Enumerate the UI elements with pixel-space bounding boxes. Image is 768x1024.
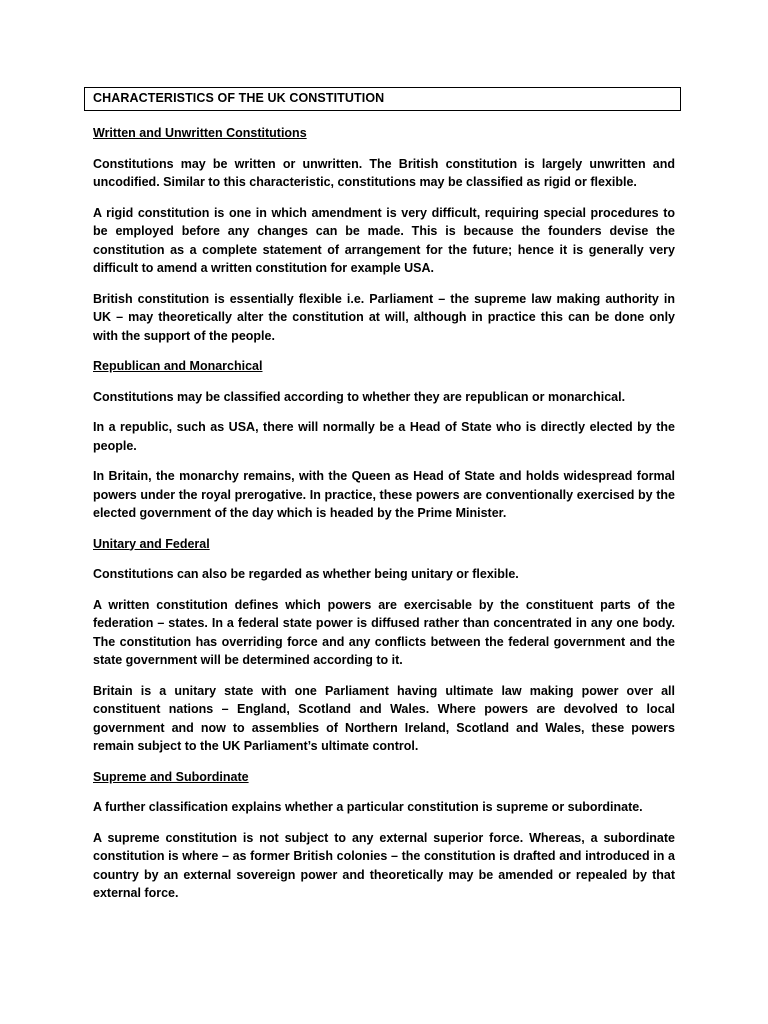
document-title: CHARACTERISTICS OF THE UK CONSTITUTION bbox=[84, 87, 681, 111]
paragraph: A further classification explains whether a particular constitution is supreme or subordinate. bbox=[93, 800, 643, 814]
paragraph: Constitutions may be written or unwritten. The British constitution is largely unwritten and uncodified. Similar to this characteristic, constitutions may be classified as rigid or flexible. bbox=[93, 156, 675, 189]
paragraph: In Britain, the monarchy remains, with the Queen as Head of State and holds widespread formal powers under the royal prerogative. In practice, these powers are conventionally exercised by the elected government of the day which is headed by the Prime Minister. bbox=[93, 469, 675, 520]
section-heading: Unitary and Federal bbox=[93, 536, 210, 551]
paragraph: Britain is a unitary state with one Parliament having ultimate law making power over all constituent nations – England, Scotland and Wales. Where powers are devolved to local government and now to assemblies of Northern Ireland, Scotland and Wales, these powers remain subject to the UK Parliament’s ultimate control. bbox=[93, 683, 675, 753]
paragraph: In a republic, such as USA, there will normally be a Head of State who is directly elected by the people. bbox=[93, 420, 675, 453]
paragraph: A supreme constitution is not subject to any external superior force. Whereas, a subordinate constitution is where – as former British colonies – the constitution is drafted and introduced in a country by an external sovereign power and theoretically may be amended or repealed by that external force. bbox=[93, 830, 675, 900]
paragraph: Constitutions may be classified according to whether they are republican or monarchical. bbox=[93, 389, 626, 404]
section-heading: Written and Unwritten Constitutions bbox=[93, 126, 307, 140]
paragraph: Constitutions can also be regarded as whether being unitary or flexible. bbox=[93, 567, 519, 581]
section-heading: Republican and Monarchical bbox=[93, 359, 263, 373]
section-supreme-subordinate bbox=[93, 768, 675, 903]
section-heading: Supreme and Subordinate bbox=[93, 769, 249, 784]
section-republican-monarchical bbox=[93, 357, 675, 523]
section-unitary-federal bbox=[93, 535, 675, 756]
paragraph: A written constitution defines which powers are exercisable by the constituent parts of the federation – states. In a federal state power is diffused rather than concentrated in any one body. The constitution has overriding force and any conflicts between the federal government and the state government will be determined according to it. bbox=[93, 597, 675, 667]
document-body bbox=[93, 124, 675, 915]
paragraph: A rigid constitution is one in which amendment is very difficult, requiring special procedures to be employed before any changes can be made. This is because the founders devise the constitution as a complete statement of arrangement for the future; hence it is generally very difficult to amend a written constitution for example USA. bbox=[93, 205, 675, 275]
paragraph: British constitution is essentially flexible i.e. Parliament – the supreme law making authority in UK – may theoretically alter the constitution at will, although in practice this can be done only with the support of the people. bbox=[93, 291, 675, 343]
section-written-unwritten bbox=[93, 124, 675, 345]
